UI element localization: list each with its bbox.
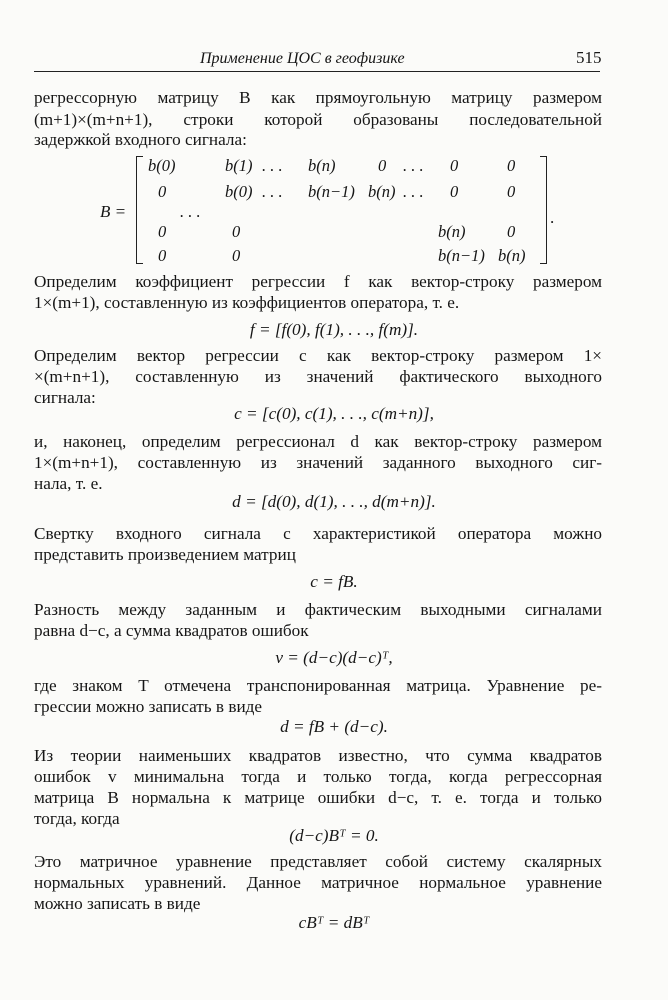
text-line: нала, т. е. xyxy=(34,474,103,493)
text-line: задержкой входного сигнала: xyxy=(34,130,247,149)
text-line: и, наконец, определим регрессионал d как вектор-строку размером xyxy=(34,432,602,451)
text-line: ×(m+n+1), составленную из значений фактического выходного xyxy=(34,367,602,386)
equation-orthogonality: (d−c)Bᵀ = 0. xyxy=(289,826,379,845)
matrix-right-bracket xyxy=(540,156,547,264)
text-line: регрессорную матрицу B как прямоугольную матрицу размером xyxy=(34,88,602,107)
text-line: Свертку входного сигнала с характеристикой оператора можно xyxy=(34,524,602,543)
matrix-cell: 0 xyxy=(378,156,387,175)
matrix-cell: 0 xyxy=(507,222,516,241)
text-line: ошибок v минимальна тогда и только тогда, когда регрессорная xyxy=(34,767,602,786)
page-number: 515 xyxy=(576,48,602,67)
text-line: Это матричное уравнение представляет собой систему скалярных xyxy=(34,852,602,871)
matrix-cell: b(n−1) xyxy=(438,246,485,265)
matrix-label: B = xyxy=(100,202,127,221)
matrix-cell: 0 xyxy=(158,182,167,201)
text-line: где знаком T отмечена транспонированная матрица. Уравнение ре- xyxy=(34,676,602,695)
matrix-cell: 0 xyxy=(450,182,459,201)
matrix-cell: . . . xyxy=(262,156,283,175)
text-line: (m+1)×(m+n+1), строки которой образованы последовательной xyxy=(34,110,602,129)
equation-c: c = [c(0), c(1), . . ., c(m+n)], xyxy=(234,404,434,423)
matrix-cell: b(1) xyxy=(225,156,253,175)
matrix-cell: 0 xyxy=(158,222,167,241)
text-line: нормальных уравнений. Данное матричное нормальное уравнение xyxy=(34,873,602,892)
matrix-cell: b(n) xyxy=(308,156,336,175)
matrix-cell: b(0) xyxy=(225,182,253,201)
text-line: Определим коэффициент регрессии f как вектор-строку размером xyxy=(34,272,602,291)
header-rule xyxy=(34,71,600,72)
text-line: равна d−c, а сумма квадратов ошибок xyxy=(34,621,309,640)
text-line: матрица B нормальна к матрице ошибки d−c, т. е. тогда и только xyxy=(34,788,602,807)
matrix-cell: b(n) xyxy=(368,182,396,201)
matrix-cell: . . . xyxy=(403,156,424,175)
text-line: Определим вектор регрессии c как вектор-строку размером 1× xyxy=(34,346,602,365)
text-line: сигнала: xyxy=(34,388,96,407)
matrix-cell: 0 xyxy=(507,182,516,201)
equation-v: v = (d−c)(d−c)ᵀ, xyxy=(275,648,393,667)
matrix-cell: 0 xyxy=(450,156,459,175)
matrix-cell: 0 xyxy=(232,222,241,241)
equation-f: f = [f(0), f(1), . . ., f(m)]. xyxy=(249,320,419,339)
matrix-cell: . . . xyxy=(180,202,201,221)
text-line: Из теории наименьших квадратов известно, что сумма квадратов xyxy=(34,746,602,765)
text-line: тогда, когда xyxy=(34,809,120,828)
text-line: 1×(m+n+1), составленную из значений заданного выходного сиг- xyxy=(34,453,602,472)
matrix-cell: 0 xyxy=(232,246,241,265)
running-head: Применение ЦОС в геофизике xyxy=(200,50,405,67)
matrix-left-bracket xyxy=(136,156,143,264)
equation-regression: d = fB + (d−c). xyxy=(280,717,388,736)
matrix-cell: b(n−1) xyxy=(308,182,355,201)
matrix-cell: b(0) xyxy=(148,156,176,175)
text-line: Разность между заданным и фактическим выходными сигналами xyxy=(34,600,602,619)
matrix-cell: 0 xyxy=(158,246,167,265)
matrix-cell: b(n) xyxy=(438,222,466,241)
text-line: представить произведением матриц xyxy=(34,545,296,564)
matrix-cell: . . . xyxy=(403,182,424,201)
text-line: можно записать в виде xyxy=(34,894,201,913)
equation-normal: cBᵀ = dBᵀ xyxy=(298,913,370,932)
matrix-cell: . . . xyxy=(262,182,283,201)
text-line: грессии можно записать в виде xyxy=(34,697,263,716)
matrix-cell: b(n) xyxy=(498,246,526,265)
matrix-cell: 0 xyxy=(507,156,516,175)
matrix-end-period: . xyxy=(550,208,555,227)
equation-d: d = [d(0), d(1), . . ., d(m+n)]. xyxy=(232,492,436,511)
equation-cfb: c = fB. xyxy=(310,572,358,591)
text-line: 1×(m+1), составленную из коэффициентов оператора, т. е. xyxy=(34,293,460,312)
